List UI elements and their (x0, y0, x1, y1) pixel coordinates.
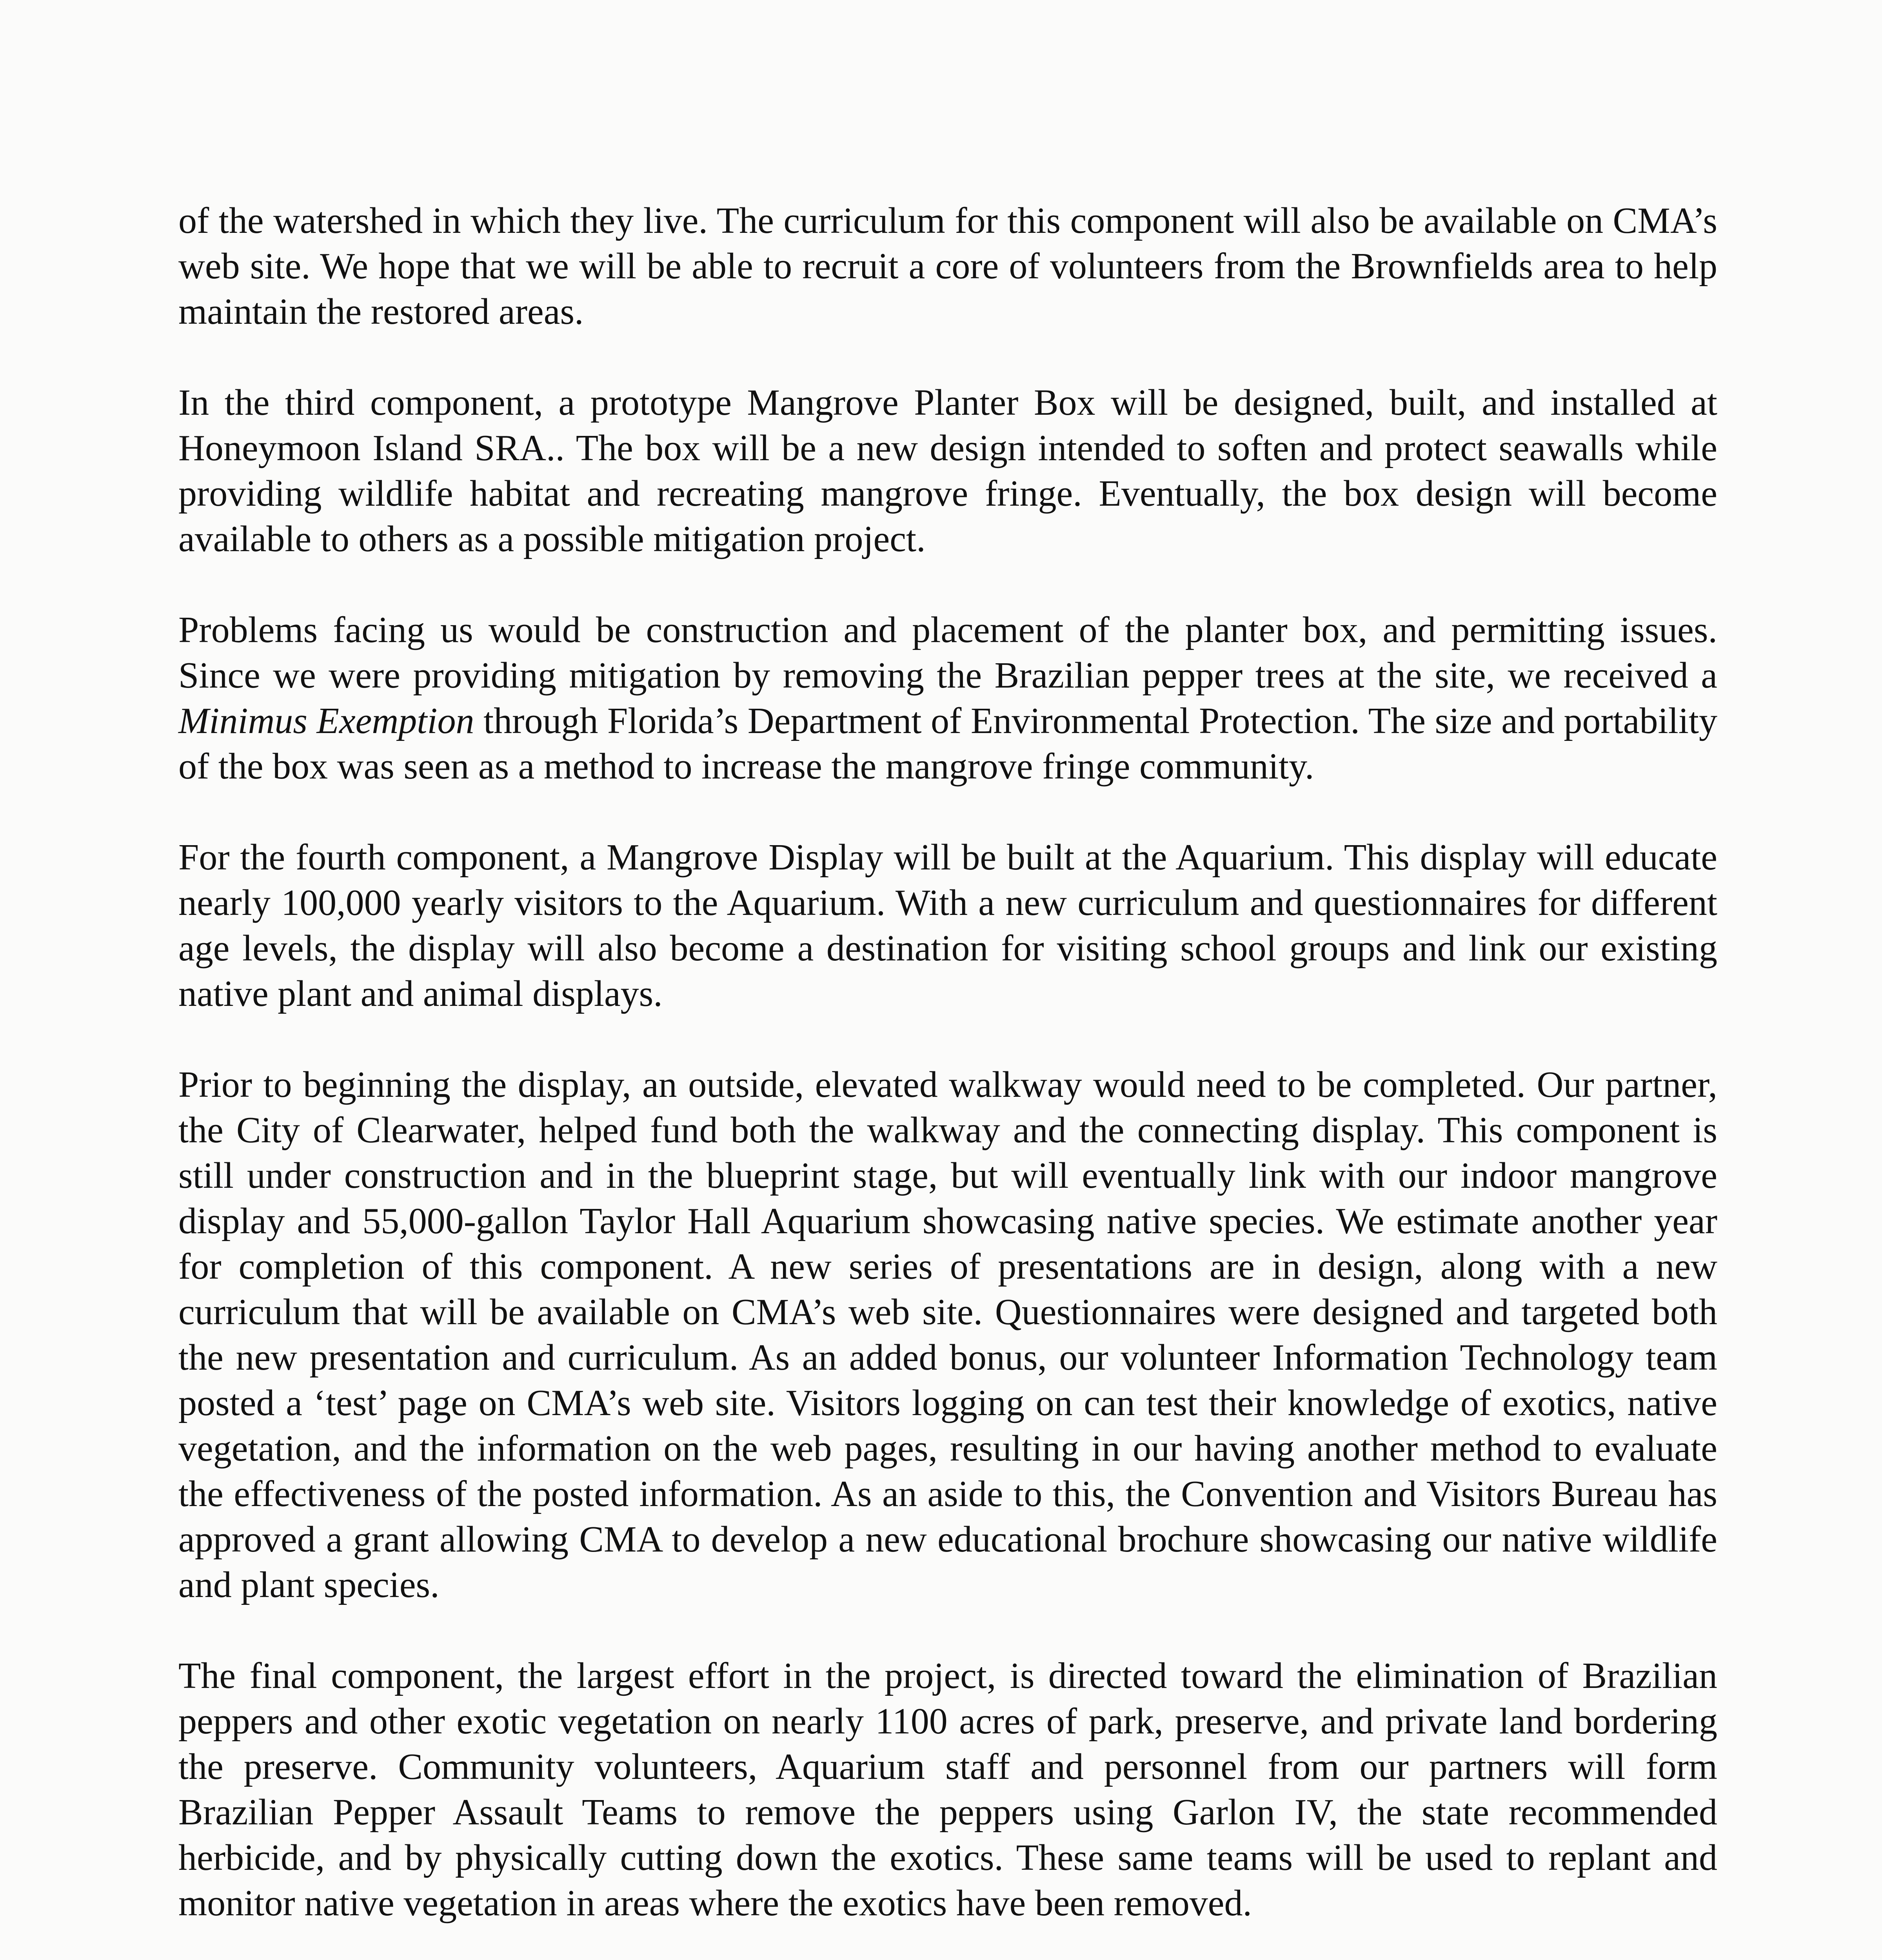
paragraph-final-component (178, 1653, 1717, 1926)
text-run: The final component, the largest effort in the project, is directed toward the elimination of Brazilian peppers and other exotic vegetation on nearly 1100 acres of park, preserve, and private land bordering the preserve. Community volunteers, Aquarium staff and personnel from our partners will form Brazilian Pepper Assault Teams to remove the peppers using Garlon IV, the state recommended herbicide, and by physically cutting down the exotics. These same teams will be used to replant and monitor native vegetation in areas where the exotics have been removed. (178, 1655, 1717, 1924)
paragraph-watershed (178, 198, 1717, 334)
paragraph-problems (178, 607, 1717, 789)
text-run: of the watershed in which they live. The curriculum for this component will also be available on CMA’s web site. We hope that we will be able to recruit a core of volunteers from the Brownfields area to help maintain the restored areas. (178, 200, 1717, 332)
text-run: For the fourth component, a Mangrove Display will be built at the Aquarium. This display will educate nearly 100,000 yearly visitors to the Aquarium. With a new curriculum and questionnaires for different age levels, the display will also become a destination for visiting school groups and link our existing native plant and animal displays. (178, 837, 1717, 1014)
text-run: through Florida’s Department of Environmental Protection. The size and portability of the box was seen as a method to increase the mangrove fringe community. (178, 701, 1717, 787)
italic-term-minimus-exemption: Minimus Exemption (178, 701, 474, 741)
text-run: Prior to beginning the display, an outside, elevated walkway would need to be completed. Our partner, the City of Clearwater, helped fund both the walkway and the connecting display. This component is still under construction and in the blueprint stage, but will eventually link with our indoor mangrove display and 55,000-gallon Taylor Hall Aquarium showcasing native species. We estimate another year for completion of this component. A new series of presentations are in design, along with a new curriculum that will be available on CMA’s web site. Questionnaires were designed and targeted both the new presentation and curriculum. As an added bonus, our volunteer Information Technology team posted a ‘test’ page on CMA’s web site. Visitors logging on can test their knowledge of exotics, native vegetation, and the information on the web pages, resulting in our having another method to evaluate the effectiveness of the posted information. As an aside to this, the Convention and Visitors Bureau has approved a grant allowing CMA to develop a new educational brochure showcasing our native wildlife and plant species. (178, 1064, 1717, 1605)
text-run: Problems facing us would be construction and placement of the planter box, and permitting issues. Since we were providing mitigation by removing the Brazilian pepper trees at the site, we received a (178, 610, 1717, 696)
text-run: In the third component, a prototype Mangrove Planter Box will be designed, built, and installed at Honeymoon Island SRA.. The box will be a new design intended to soften and protect seawalls while providing wildlife habitat and recreating mangrove fringe. Eventually, the box design will become available to others as a possible mitigation project. (178, 382, 1717, 559)
body-text (178, 198, 1717, 1960)
paragraph-third-component (178, 380, 1717, 562)
paragraph-walkway (178, 1062, 1717, 1608)
paragraph-fourth-component (178, 835, 1717, 1016)
